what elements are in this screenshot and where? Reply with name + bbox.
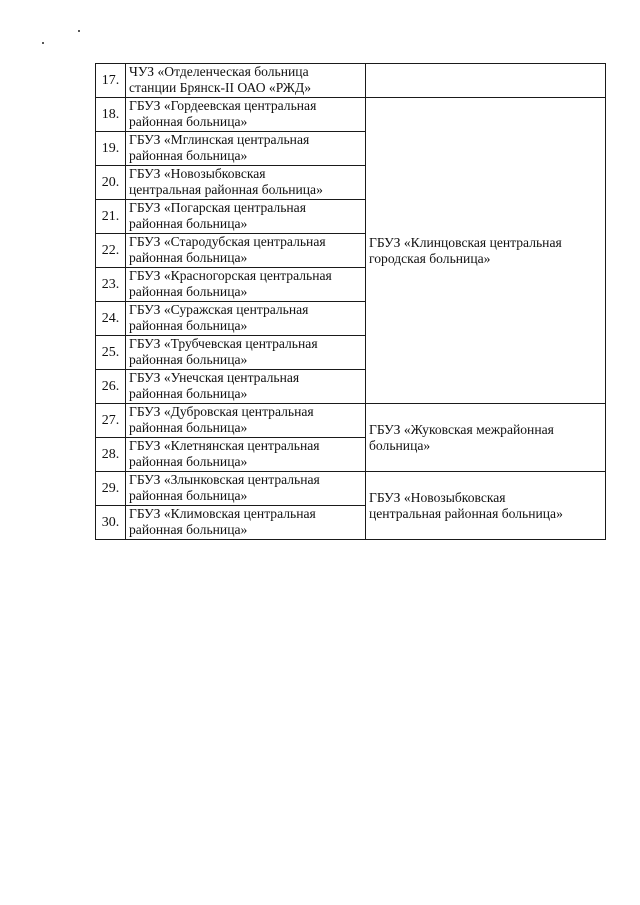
hospital-name-line: ГБУЗ «Климовская центральная [129,506,316,521]
row-number: 28. [96,438,126,472]
hospital-name-cell [126,166,366,200]
reference-hospital-line: центральная районная больница» [369,505,563,521]
row-number: 30. [96,506,126,540]
hospital-name-line: ГБУЗ «Красногорская центральная [129,268,332,283]
scan-speck [42,42,44,44]
hospital-name-line: районная больница» [129,419,248,435]
hospital-name-line: ГБУЗ «Стародубская центральная [129,234,326,249]
hospital-name-line: районная больница» [129,147,248,163]
row-number: 22. [96,234,126,268]
row-number: 23. [96,268,126,302]
table-row [96,64,606,98]
hospital-name-line: ГБУЗ «Клетнянская центральная [129,438,320,453]
hospital-name-line: ГБУЗ «Новозыбковская [129,166,266,181]
reference-hospital-line: городская больница» [369,250,491,266]
hospital-name-line: центральная районная больница» [129,181,323,197]
hospital-name-line: ГБУЗ «Мглинская центральная [129,132,310,147]
hospital-name-cell [126,438,366,472]
reference-hospital-line: ГБУЗ «Клинцовская центральная [369,235,562,250]
table-row [96,404,606,438]
hospital-name-cell [126,234,366,268]
row-number: 27. [96,404,126,438]
hospital-name-cell [126,132,366,166]
hospital-name-line: районная больница» [129,385,248,401]
reference-hospital-cell [366,64,606,98]
hospital-name-line: ГБУЗ «Злынковская центральная [129,472,320,487]
hospital-name-cell [126,302,366,336]
hospital-name-line: ЧУЗ «Отделенческая больница [129,64,309,79]
hospital-name-line: районная больница» [129,317,248,333]
reference-hospital-line: ГБУЗ «Новозыбковская [369,490,506,505]
hospital-name-cell [126,472,366,506]
hospital-name-line: ГБУЗ «Дубровская центральная [129,404,314,419]
reference-hospital-cell [366,472,606,540]
table-row [96,98,606,132]
row-number: 26. [96,370,126,404]
hospital-name-line: ГБУЗ «Погарская центральная [129,200,306,215]
hospital-name-cell [126,64,366,98]
hospital-name-cell [126,404,366,438]
hospital-name-line: районная больница» [129,351,248,367]
hospital-name-cell [126,268,366,302]
row-number: 24. [96,302,126,336]
hospital-name-line: районная больница» [129,215,248,231]
reference-hospital-cell [366,98,606,404]
reference-hospital-line: больница» [369,437,431,453]
hospital-name-line: ГБУЗ «Трубчевская центральная [129,336,318,351]
hospital-name-cell [126,506,366,540]
table-row [96,472,606,506]
hospital-name-line: ГБУЗ «Унечская центральная [129,370,300,385]
row-number: 18. [96,98,126,132]
scan-speck [78,30,80,32]
hospital-name-line: ГБУЗ «Гордеевская центральная [129,98,317,113]
hospital-name-line: ГБУЗ «Суражская центральная [129,302,309,317]
row-number: 21. [96,200,126,234]
hospital-name-line: районная больница» [129,249,248,265]
hospital-name-line: районная больница» [129,453,248,469]
row-number: 25. [96,336,126,370]
hospital-assignment-table [95,63,606,540]
row-number: 20. [96,166,126,200]
hospital-name-line: районная больница» [129,283,248,299]
hospital-name-cell [126,336,366,370]
hospital-name-cell [126,98,366,132]
hospital-name-line: станции Брянск-II ОАО «РЖД» [129,79,312,95]
hospital-name-line: районная больница» [129,113,248,129]
reference-hospital-cell [366,404,606,472]
hospital-name-line: районная больница» [129,521,248,537]
row-number: 17. [96,64,126,98]
hospital-name-cell [126,200,366,234]
row-number: 29. [96,472,126,506]
hospital-name-cell [126,370,366,404]
hospital-name-line: районная больница» [129,487,248,503]
reference-hospital-line: ГБУЗ «Жуковская межрайонная [369,422,554,437]
row-number: 19. [96,132,126,166]
